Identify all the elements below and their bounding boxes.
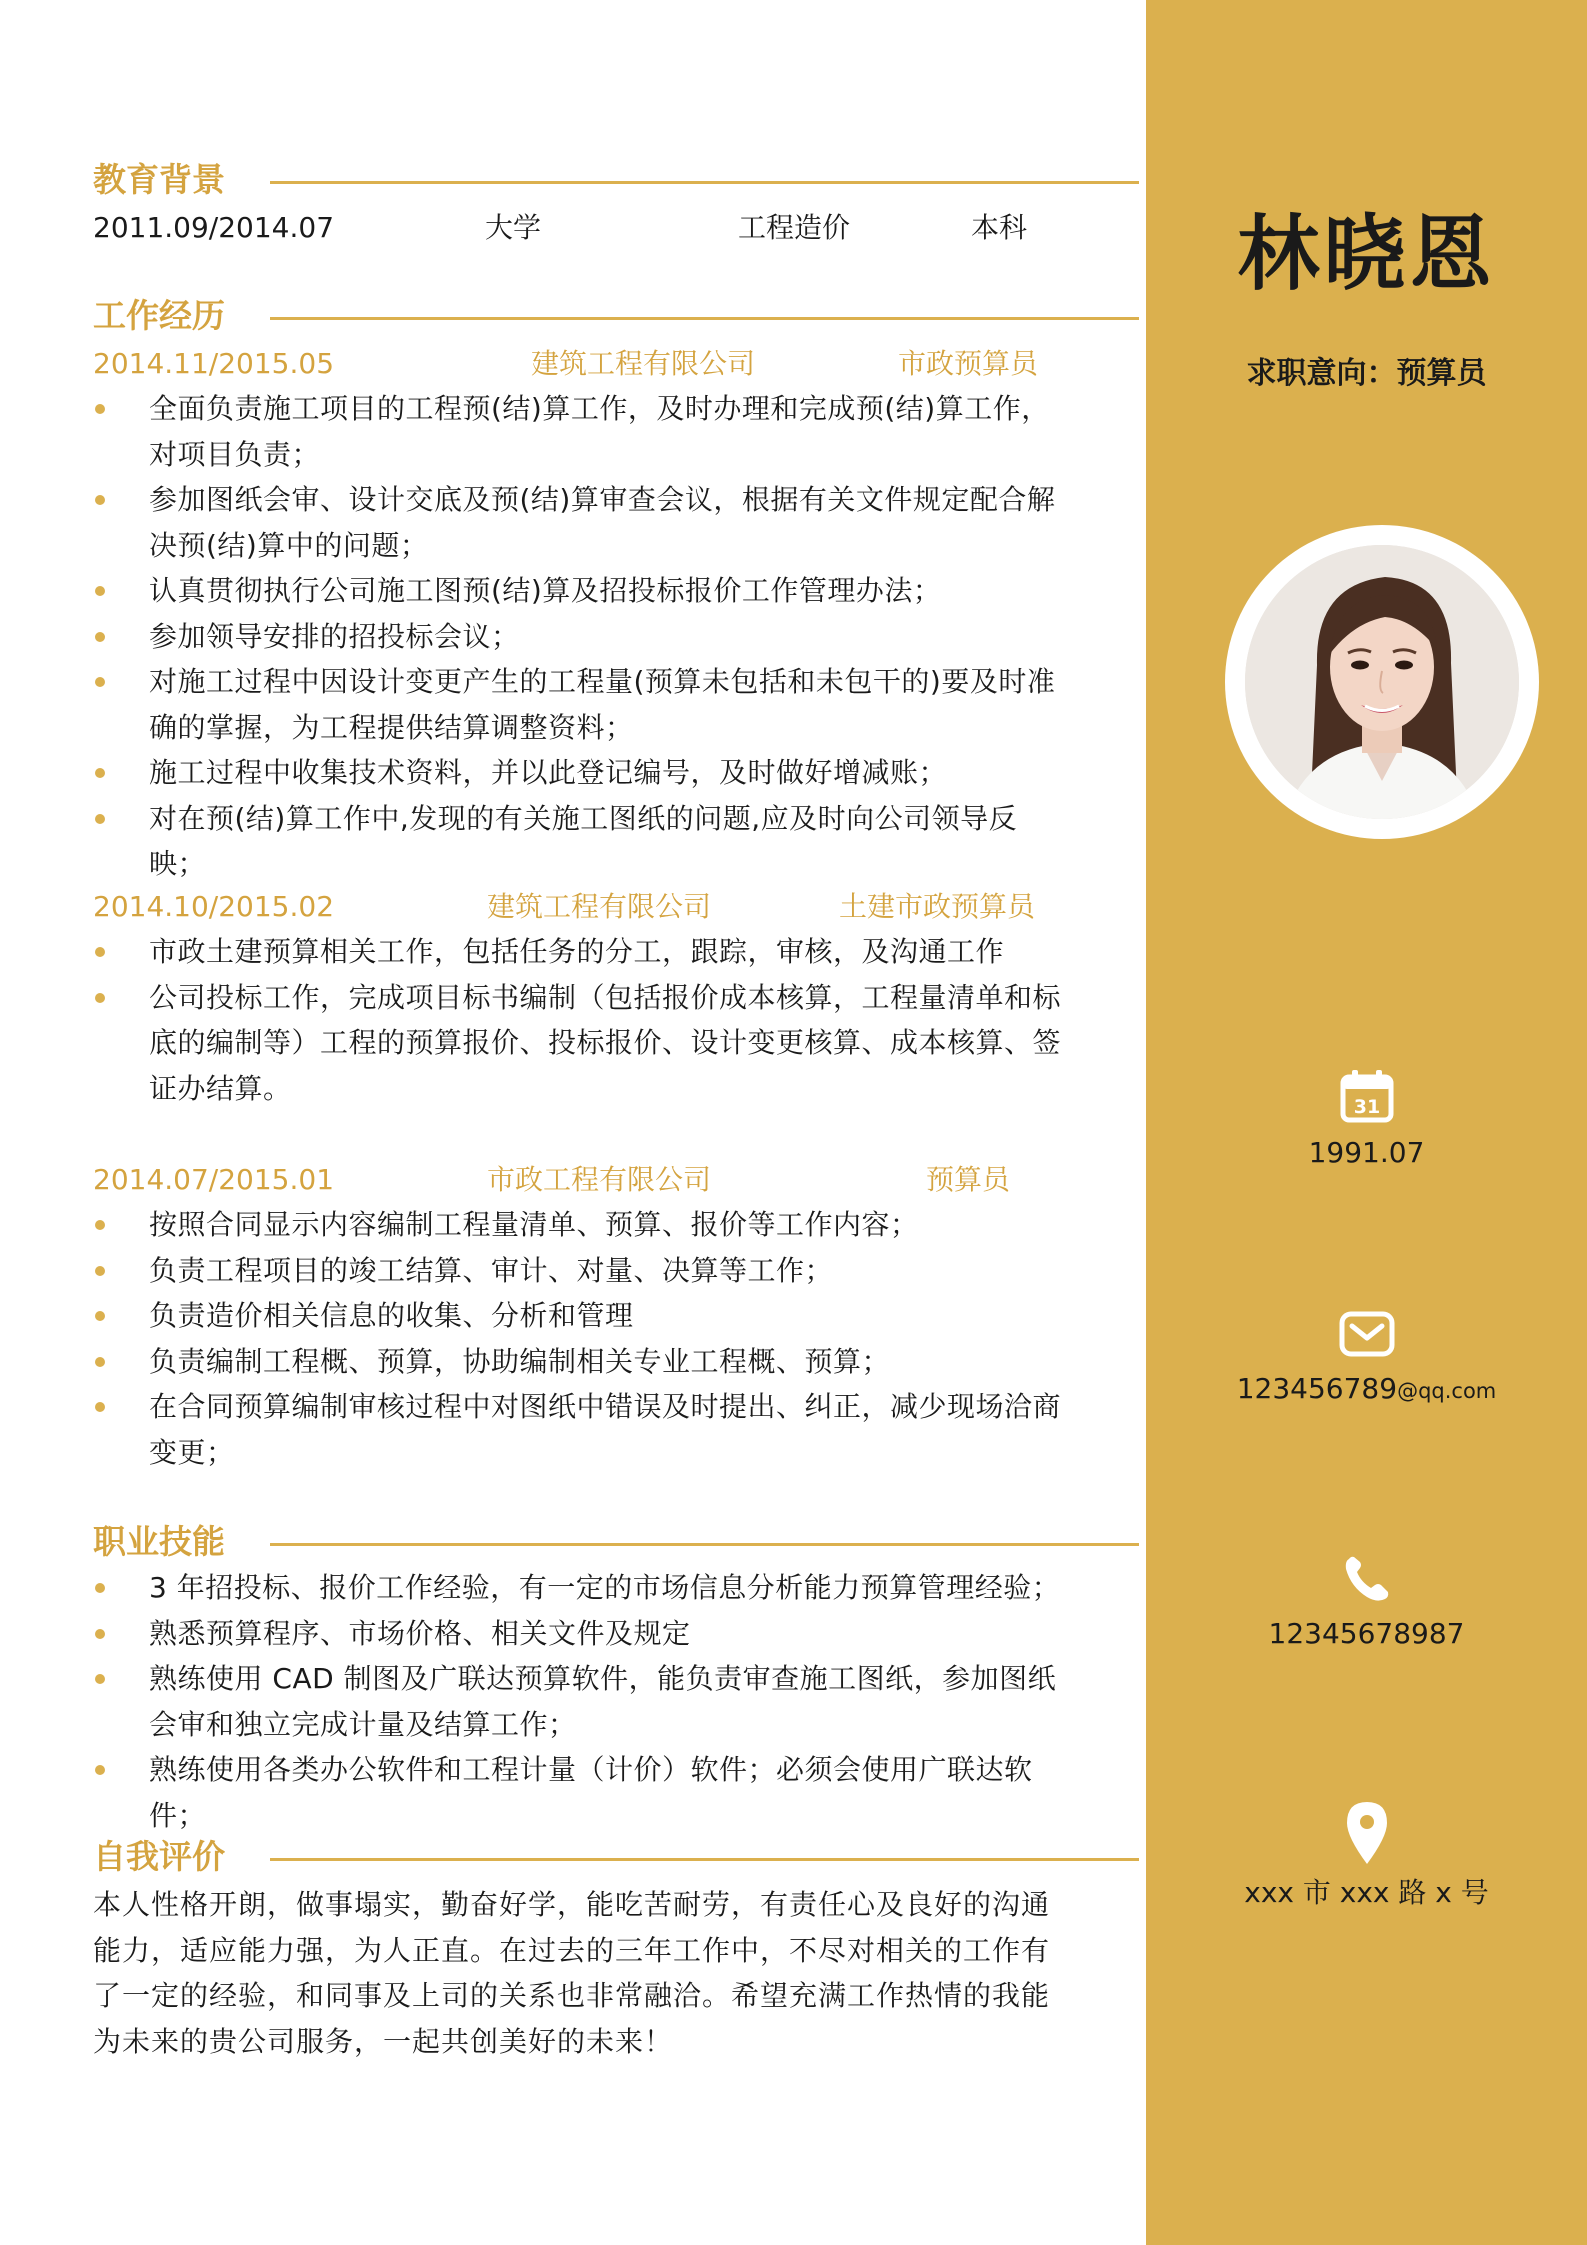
list-item xyxy=(93,796,1073,887)
list-item-text: 熟练使用各类办公软件和工程计量（计价）软件；必须会使用广联达软件； xyxy=(149,1753,1033,1832)
job-position: 土建市政预算员 xyxy=(839,890,1036,923)
list-item-text: 市政土建预算相关工作，包括任务的分工，跟踪，审核，及沟通工作 xyxy=(149,935,1005,968)
list-item-text: 熟练使用 CAD 制图及广联达预算软件，能负责审查施工图纸，参加图纸会审和独立完成计量及结算工作； xyxy=(149,1662,1057,1741)
job-company: 市政工程有限公司 xyxy=(487,1163,712,1196)
list-item xyxy=(93,929,1073,975)
list-item xyxy=(93,1656,1073,1747)
job-company: 建筑工程有限公司 xyxy=(487,890,712,923)
skills-header xyxy=(93,1517,1139,1567)
education-school: 大学 xyxy=(485,211,542,244)
list-item-text: 全面负责施工项目的工程预(结)算工作，及时办理和完成预(结)算工作，对项目负责； xyxy=(149,392,1050,471)
bullet-dot xyxy=(95,1674,105,1684)
job-position: 预算员 xyxy=(926,1163,1011,1196)
bullet-dot xyxy=(95,677,105,687)
list-item-text: 3 年招投标、报价工作经验，有一定的市场信息分析能力预算管理经验； xyxy=(149,1571,1061,1604)
job-company: 建筑工程有限公司 xyxy=(531,347,756,380)
bullet-dot xyxy=(95,632,105,642)
profile-photo xyxy=(1245,545,1519,819)
job-intent: 求职意向：预算员 xyxy=(1246,356,1487,391)
list-item xyxy=(93,1293,1073,1339)
candidate-name: 林晓恩 xyxy=(1237,207,1496,302)
bullet-dot xyxy=(95,1583,105,1593)
profile-sidebar xyxy=(1146,0,1587,2245)
section-divider xyxy=(270,181,1139,184)
bullet-dot xyxy=(95,1765,105,1775)
bullet-dot xyxy=(95,947,105,957)
list-item-text: 认真贯彻执行公司施工图预(结)算及招投标报价工作管理办法； xyxy=(149,574,942,607)
list-item-text: 参加图纸会审、设计交底及预(结)算审查会议，根据有关文件规定配合解决预(结)算中的问题； xyxy=(149,483,1056,562)
list-item-text: 对在预(结)算工作中,发现的有关施工图纸的问题,应及时向公司领导反映； xyxy=(149,801,1018,880)
list-item xyxy=(93,1384,1073,1475)
job-duties-list xyxy=(93,929,1073,1111)
phone-icon xyxy=(1146,1553,1587,1613)
job-header xyxy=(0,885,1146,929)
list-item-text: 在合同预算编制审核过程中对图纸中错误及时提出、纠正，减少现场洽商变更； xyxy=(149,1390,1062,1469)
email-domain: @qq.com xyxy=(1397,1379,1497,1403)
job-period: 2014.10/2015.02 xyxy=(93,890,335,923)
education-major: 工程造价 xyxy=(738,211,851,244)
bullet-dot xyxy=(95,768,105,778)
work-header xyxy=(93,291,1139,341)
list-item-text: 公司投标工作，完成项目标书编制（包括报价成本核算，工程量清单和标底的编制等）工程的预算报价、投标报价、设计变更核算、成本核算、签证办结算。 xyxy=(149,980,1062,1105)
bullet-dot xyxy=(95,1357,105,1367)
job-duties-list xyxy=(93,386,1073,887)
job-position: 市政预算员 xyxy=(898,347,1039,380)
bullet-dot xyxy=(95,1629,105,1639)
list-item xyxy=(93,975,1073,1112)
list-item-text: 负责造价相关信息的收集、分析和管理 xyxy=(149,1299,634,1332)
education-title: 教育背景 xyxy=(93,160,225,199)
list-item-text: 负责工程项目的竣工结算、审计、对量、决算等工作； xyxy=(149,1253,834,1287)
list-item xyxy=(93,386,1073,477)
list-item xyxy=(93,1565,1073,1611)
bullet-dot xyxy=(95,586,105,596)
job-period: 2014.11/2015.05 xyxy=(93,347,335,380)
job-header xyxy=(0,342,1146,386)
calendar-day: 31 xyxy=(1353,1096,1380,1118)
list-item xyxy=(93,1339,1073,1385)
job-duties-list xyxy=(93,1202,1073,1475)
list-item xyxy=(93,477,1073,568)
email-address xyxy=(1146,1369,1587,1411)
bullet-dot xyxy=(95,1266,105,1276)
bullet-dot xyxy=(95,404,105,414)
job-header xyxy=(0,1158,1146,1202)
bullet-dot xyxy=(95,814,105,824)
avatar xyxy=(1225,525,1539,839)
address: xxx 市 xxx 路 x 号 xyxy=(1244,1876,1489,1909)
skills-title: 职业技能 xyxy=(93,1522,225,1561)
list-item xyxy=(93,659,1073,750)
self-eval-title: 自我评价 xyxy=(93,1837,225,1876)
list-item xyxy=(93,1747,1073,1838)
job-period: 2014.07/2015.01 xyxy=(93,1163,335,1196)
section-divider xyxy=(270,1858,1139,1861)
list-item xyxy=(93,568,1073,614)
skills-list xyxy=(93,1565,1073,1838)
list-item xyxy=(93,1202,1073,1248)
list-item-text: 对施工过程中因设计变更产生的工程量(预算未包括和未包干的)要及时准确的掌握，为工程提供结算调整资料； xyxy=(149,665,1056,744)
list-item xyxy=(93,750,1073,796)
bullet-dot xyxy=(95,1220,105,1230)
portrait-illustration xyxy=(1245,545,1519,819)
email-user: 123456789 xyxy=(1236,1372,1398,1405)
list-item xyxy=(93,614,1073,660)
list-item-text: 按照合同显示内容编制工程量清单、预算、报价等工作内容； xyxy=(149,1208,919,1241)
list-item-text: 施工过程中收集技术资料，并以此登记编号，及时做好增减账； xyxy=(149,756,948,789)
phone-number: 12345678987 xyxy=(1268,1617,1465,1650)
education-row xyxy=(0,205,1146,251)
self-eval-text: 本人性格开朗，做事塌实，勤奋好学，能吃苦耐劳，有责任心及良好的沟通能力，适应能力强，为人正直。在过去的三年工作中，不尽对相关的工作有了一定的经验，和同事及上司的关系也非常融洽。希望充满工作热情的我能为未来的贵公司服务，一起共创美好的未来！ xyxy=(93,1888,1051,2058)
list-item xyxy=(93,1611,1073,1657)
self-eval-header xyxy=(93,1832,1139,1882)
section-divider xyxy=(270,317,1139,320)
list-item xyxy=(93,1248,1073,1294)
education-period: 2011.09/2014.07 xyxy=(93,211,335,244)
bullet-dot xyxy=(95,495,105,505)
section-divider xyxy=(270,1543,1139,1546)
birth-date: 1991.07 xyxy=(1308,1136,1425,1169)
education-degree: 本科 xyxy=(971,211,1028,244)
mail-icon xyxy=(1146,1310,1587,1370)
bullet-dot xyxy=(95,1311,105,1321)
bullet-dot xyxy=(95,993,105,1003)
list-item-text: 熟悉预算程序、市场价格、相关文件及规定 xyxy=(149,1616,691,1650)
calendar-icon xyxy=(1146,1068,1587,1128)
bullet-dot xyxy=(95,1402,105,1412)
list-item-text: 负责编制工程概、预算，协助编制相关专业工程概、预算； xyxy=(149,1344,891,1378)
list-item-text: 参加领导安排的招投标会议； xyxy=(149,619,520,653)
location-pin-icon xyxy=(1146,1800,1587,1870)
education-header xyxy=(93,155,1139,205)
work-title: 工作经历 xyxy=(93,296,225,335)
